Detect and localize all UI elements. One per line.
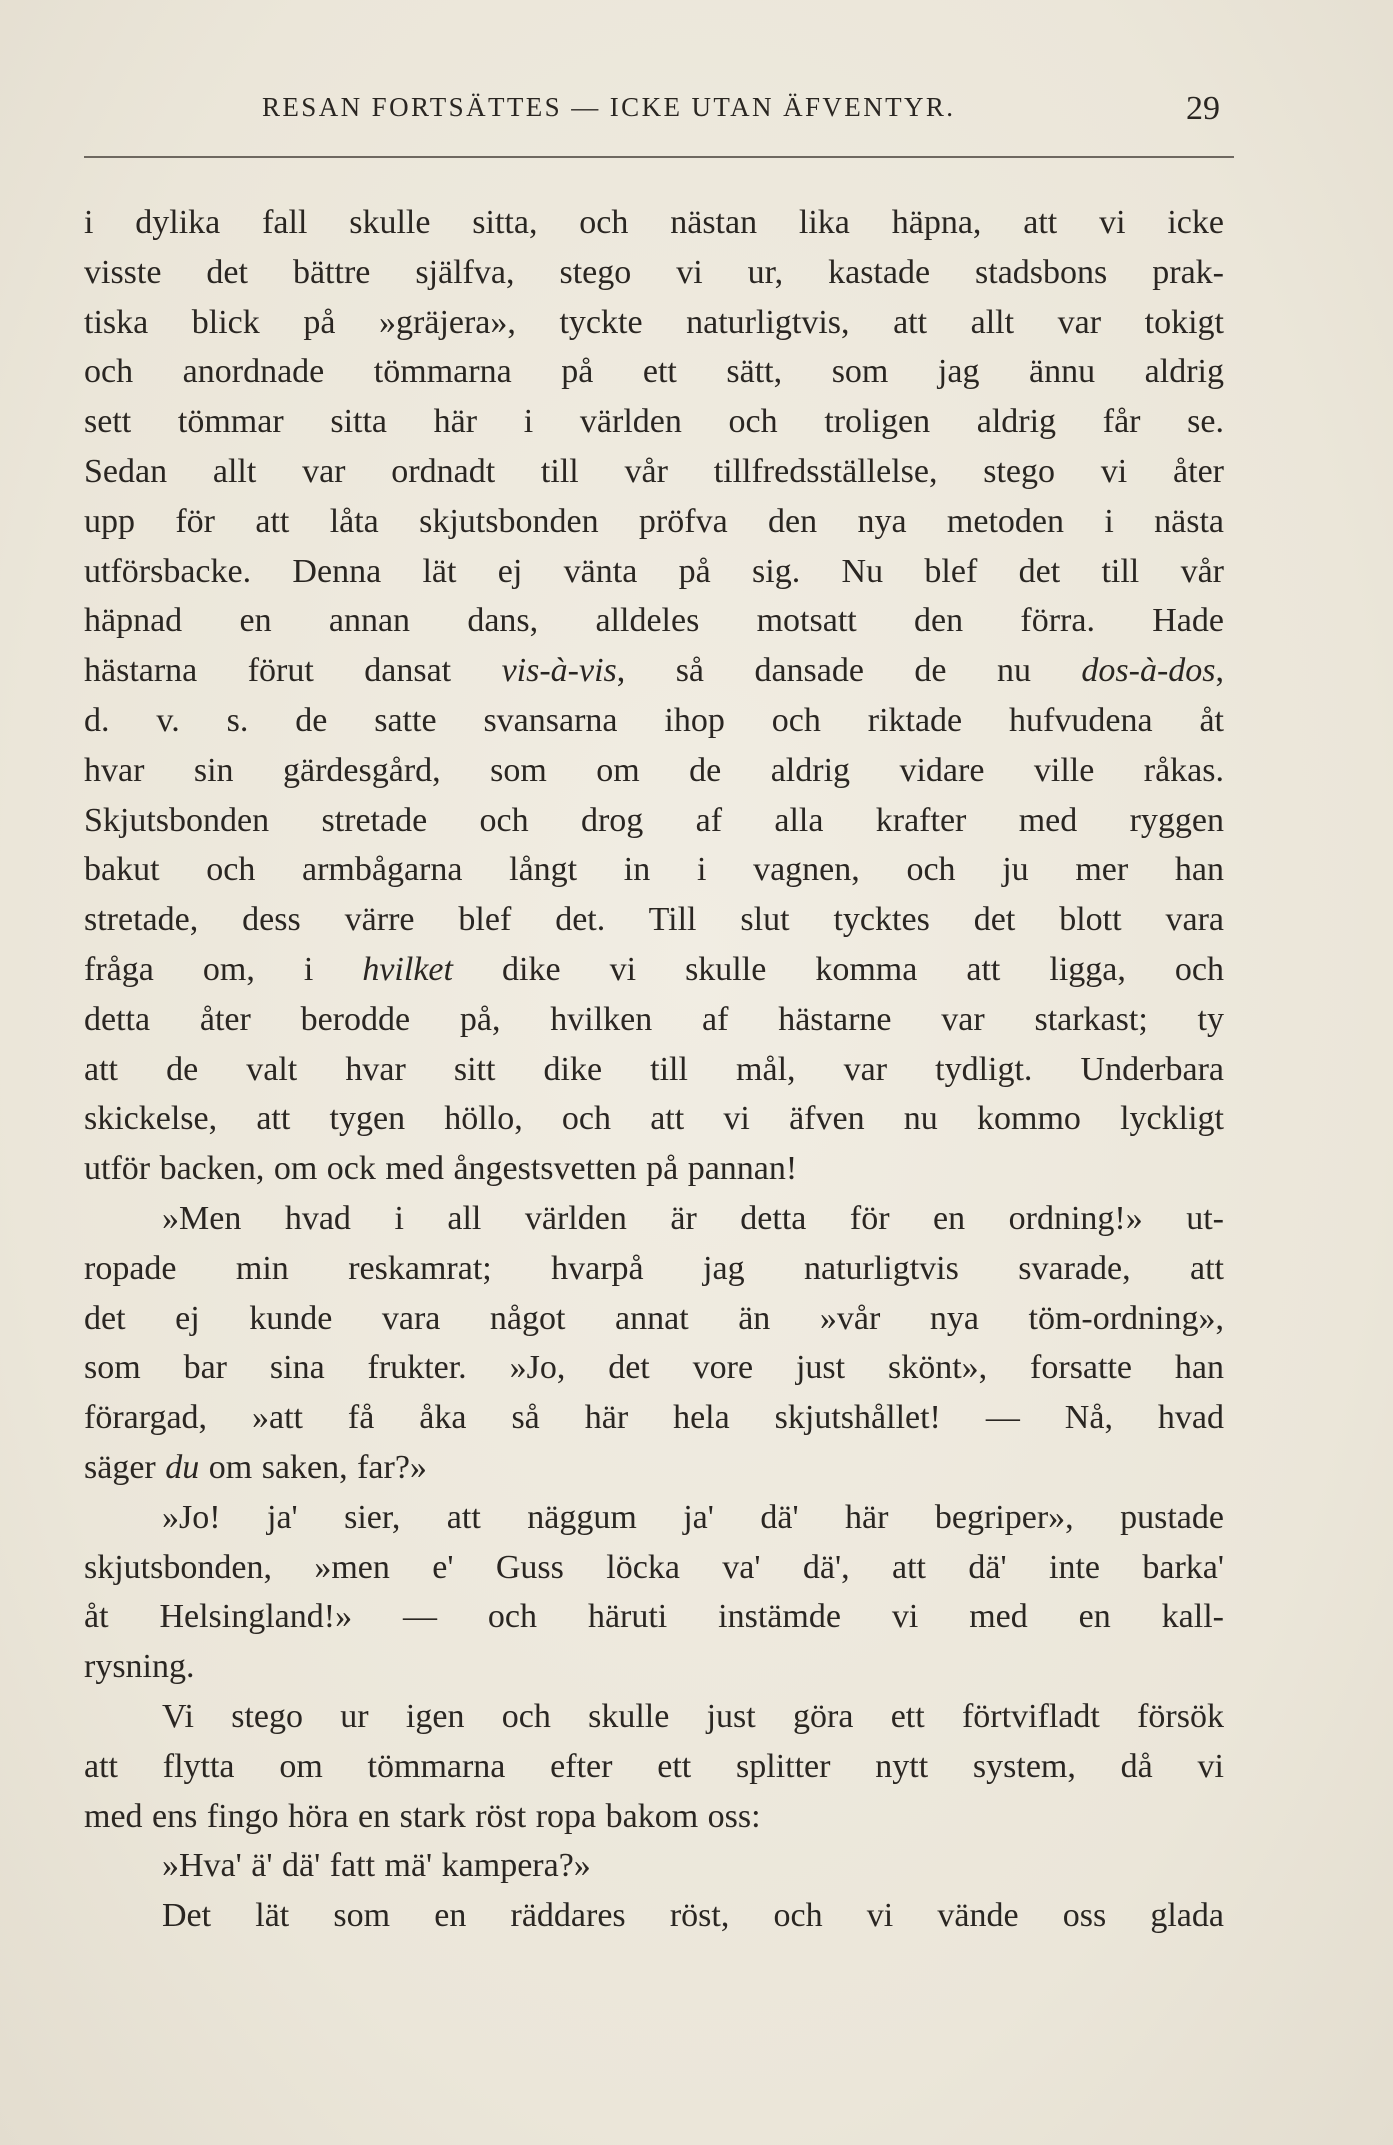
page-number: 29	[1186, 90, 1220, 127]
text-line: »Men hvad i all världen är detta för en ordning!» ut-	[162, 1199, 1224, 1237]
text-line: »Hva' ä' dä' fatt mä' kampera?»	[162, 1847, 591, 1885]
text-line: som bar sina frukter. »Jo, det vore just skönt», forsatte han	[84, 1349, 1224, 1387]
italic-phrase: vis-à-vis	[501, 652, 617, 690]
text-line: tiska blick på »gräjera», tyckte naturligtvis, att allt var tokigt	[84, 303, 1224, 341]
text-line: att flytta om tömmarna efter ett splitter nytt system, då vi	[84, 1747, 1224, 1785]
text-line: d. v. s. de satte svansarna ihop och riktade hufvudena åt	[84, 701, 1224, 739]
text-line: stretade, dess värre blef det. Till slut tycktes det blott vara	[84, 901, 1224, 939]
text-line: åt Helsingland!» — och häruti instämde vi med en kall-	[84, 1598, 1224, 1636]
text-line: hvar sin gärdesgård, som om de aldrig vidare ville råkas.	[84, 751, 1224, 789]
italic-phrase: du	[165, 1448, 200, 1486]
text-line: förargad, »att få åka så här hela skjutshållet! — Nå, hvad	[84, 1399, 1224, 1437]
text-line: häpnad en annan dans, alldeles motsatt den förra. Hade	[84, 602, 1224, 640]
body-text	[84, 198, 1224, 1941]
text-line: med ens fingo höra en stark röst ropa bakom oss:	[84, 1797, 761, 1835]
text-line: visste det bättre själfva, stego vi ur, kastade stadsbons prak-	[84, 253, 1224, 291]
text-line: att de valt hvar sitt dike till mål, var tydligt. Underbara	[84, 1050, 1224, 1088]
text-line: skjutsbonden, »men e' Guss löcka va' dä', att dä' inte barka'	[84, 1548, 1224, 1586]
text-line: ropade min reskamrat; hvarpå jag naturligtvis svarade, att	[84, 1249, 1224, 1287]
text-line: upp för att låta skjutsbonden pröfva den nya metoden i nästa	[84, 502, 1224, 540]
italic-phrase: hvilket	[362, 950, 453, 988]
text-line: fråga om, i hvilket dike vi skulle komma att ligga, och	[84, 950, 1224, 988]
text-line: hästarna förut dansat vis-à-vis, så dansade de nu dos-à-dos,	[84, 652, 1224, 690]
text-line: bakut och armbågarna långt in i vagnen, och ju mer han	[84, 851, 1224, 889]
text-line: utför backen, om ock med ångestsvetten på pannan!	[84, 1150, 798, 1188]
italic-phrase: dos-à-dos	[1081, 652, 1216, 690]
text-line: i dylika fall skulle sitta, och nästan lika häpna, att vi icke	[84, 204, 1224, 241]
text-line: Det lät som en räddares röst, och vi vände oss glada	[162, 1897, 1224, 1935]
text-line: Sedan allt var ordnadt till vår tillfredsställelse, stego vi åter	[84, 452, 1224, 490]
text-line: säger du om saken, far?»	[84, 1448, 427, 1486]
header-rule	[84, 156, 1234, 158]
text-line: skickelse, att tygen höllo, och att vi äfven nu kommo lyckligt	[84, 1100, 1224, 1138]
text-line: utförsbacke. Denna lät ej vänta på sig. Nu blef det till vår	[84, 552, 1224, 590]
text-line: detta åter berodde på, hvilken af hästarne var starkast; ty	[84, 1000, 1224, 1038]
text-line: »Jo! ja' sier, att näggum ja' dä' här begriper», pustade	[162, 1498, 1224, 1536]
text-line: det ej kunde vara något annat än »vår nya töm-ordning»,	[84, 1299, 1224, 1337]
text-line: och anordnade tömmarna på ett sätt, som jag ännu aldrig	[84, 353, 1224, 391]
running-title: RESAN FORTSÄTTES — ICKE UTAN ÄFVENTYR.	[262, 92, 956, 122]
page-header	[80, 92, 1240, 132]
text-line: sett tömmar sitta här i världen och troligen aldrig får se.	[84, 403, 1224, 441]
text-line: rysning.	[84, 1648, 195, 1686]
text-line: Skjutsbonden stretade och drog af alla krafter med ryggen	[84, 801, 1224, 839]
text-line: Vi stego ur igen och skulle just göra ett förtvifladt försök	[162, 1697, 1224, 1735]
